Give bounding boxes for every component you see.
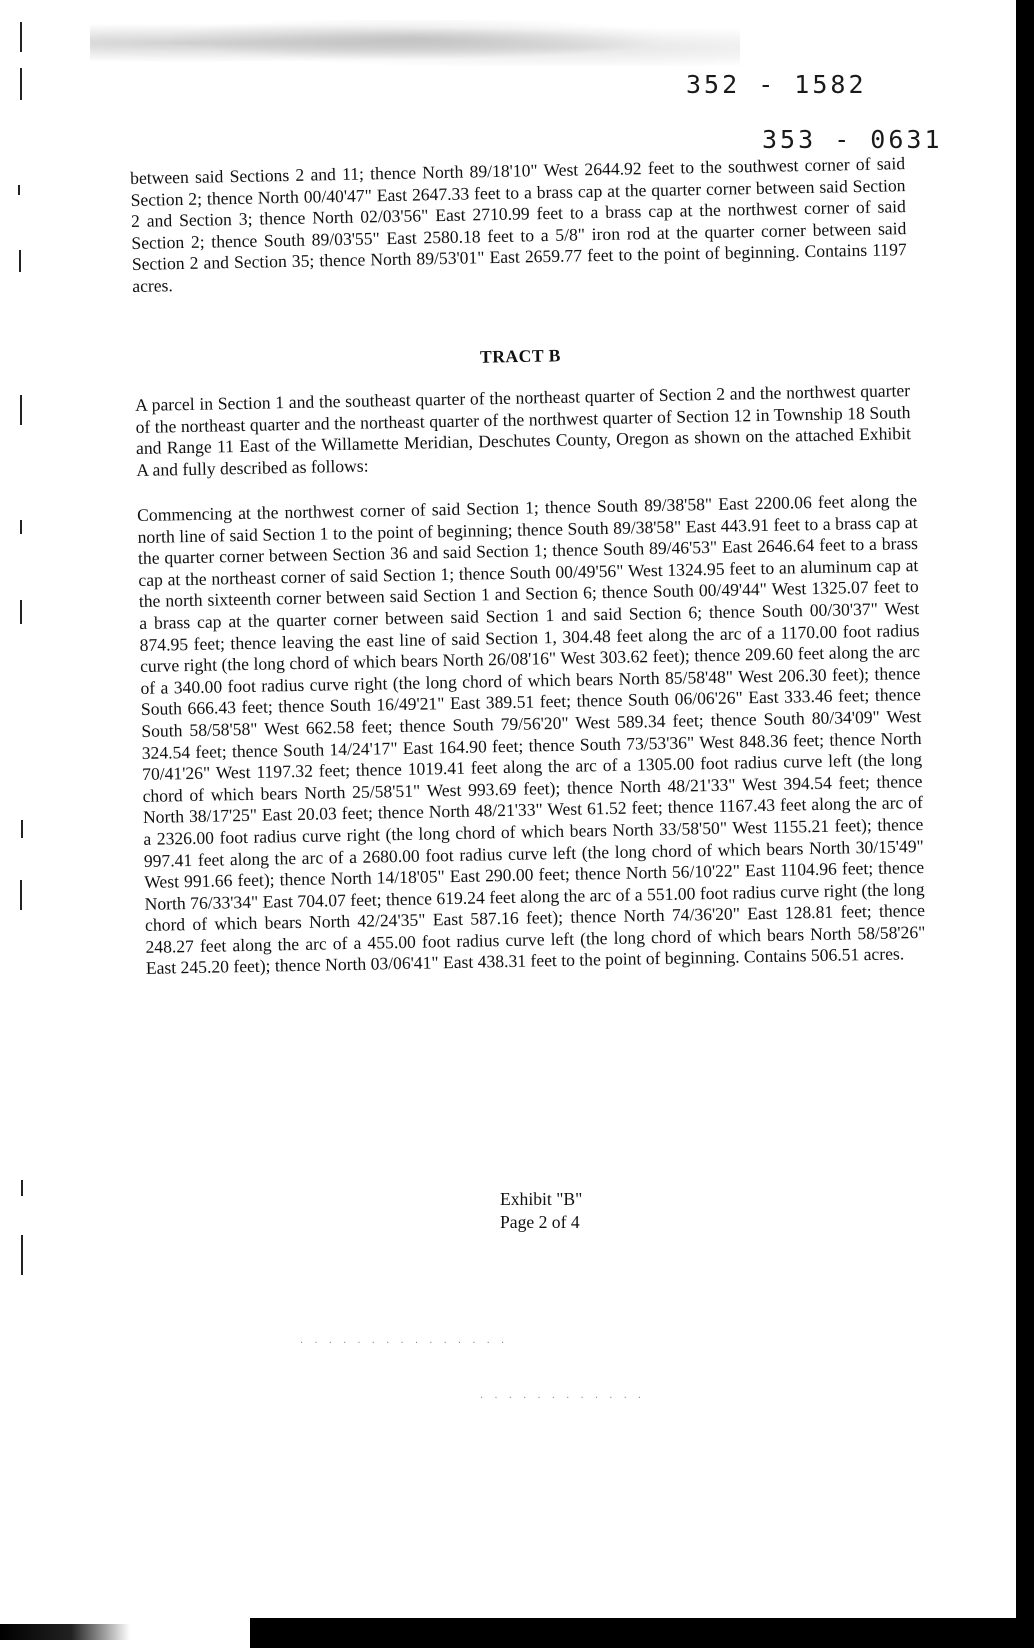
recording-stamp-second: 353 - 0631 <box>762 125 943 154</box>
scan-edge-bottom <box>250 1618 1034 1648</box>
scan-noise-dots: . . . . . . . . . . . . . . . <box>300 1335 509 1346</box>
page-number: Page 2 of 4 <box>500 1212 580 1232</box>
recording-stamp-top: 352 - 1582 <box>686 70 867 99</box>
scan-edge-right <box>1016 0 1034 1648</box>
exhibit-label: Exhibit "B" <box>500 1189 583 1209</box>
continuation-paragraph: between said Sections 2 and 11; thence North 89/18'10" West 2644.92 feet to the southwest corner of said Section 2; thence North 00/40'47" East 2647.33 feet to a brass cap at the quarter corner between said Section 2 and Section 3; thence North 02/03'56" East 2710.99 feet to a brass cap at the northwest corner of said Section 2; thence South 89/03'55" East 2580.18 feet to a 5/8" iron rod at the quarter corner between said Section 2 and Section 35; thence North 89/53'01" East 2659.77 feet to the point of beginning. Contains 1197 acres. <box>130 153 907 296</box>
tract-b-description-paragraph: Commencing at the northwest corner of said Section 1; thence South 89/38'58" East 2200.06 feet along the north line of said Section 1 to the point of beginning; thence South 89/38'58" East 443.91 feet to a brass cap at the quarter corner between Section 36 and said Section 1; thence South 89/46'53" East 2646.64 feet to a brass cap at the northeast corner of said Section 1; thence South 00/49'56" West 1324.95 feet to an aluminum cap at the north sixteenth corner between said Section 1 and Section 6; thence South 00/49'44" West 1325.07 feet to a brass cap at the quarter corner between said Section 1 and said Section 6; thence South 00/30'37" West 874.95 feet; thence leaving the east line of said Section 1, 304.48 feet along the arc of a 1170.00 foot radius curve right (the long chord of which bears North 26/08'16" West 303.62 feet); thence 209.60 feet along the arc of a 340.00 foot radius curve right (the long chord of which bears North 85/58'48" West 206.30 feet); thence South 666.43 feet; thence South 16/49'21" East 389.51 feet; thence South 06/06'26" East 333.46 feet; thence South 58/58'58" West 662.58 feet; thence South 79/56'20" West 589.34 feet; thence South 80/34'09" West 324.54 feet; thence South 14/24'17" East 164.90 feet; thence South 73/53'36" West 848.36 feet; thence North 70/41'26" West 1197.32 feet; thence 1019.41 feet along the arc of a 1305.00 foot radius curve left (the long chord of which bears North 25/58'51" West 993.69 feet); thence North 48/21'33" West 394.54 feet; thence North 38/17'25" East 20.03 feet; thence North 48/21'33" West 61.52 feet; thence 1167.43 feet along the arc of a 2326.00 foot radius curve right (the long chord of which bears North 33/58'50" West 1155.21 feet); thence 997.41 feet along the arc of a 2680.00 foot radius curve left (the long chord of which bears North 30/15'49" West 991.66 feet); thence North 14/18'05" East 290.00 feet; thence North 56/10'22" East 1104.96 feet; thence North 76/33'34" East 704.07 feet; thence 619.24 feet along the arc of a 551.00 foot radius curve right (the long chord of which bears North 42/24'35" East 587.16 feet); thence North 74/36'20" East 128.81 feet; thence 248.27 feet along the arc of a 455.00 foot radius curve left (the long chord of which bears North 58/58'26" East 245.20 feet); thence North 03/06'41" East 438.31 feet to the point of beginning. Contains 506.51 acres. <box>137 490 926 979</box>
scan-marks-left <box>14 0 54 1648</box>
scan-noise-dots: . . . . . . . . . . . . <box>480 1390 646 1401</box>
scan-noise-top <box>90 20 740 66</box>
tract-b-heading: TRACT B <box>479 345 562 367</box>
tract-b-intro-paragraph: A parcel in Section 1 and the southeast quarter of the northeast quarter of Section 2 and the northwest quarter of the northeast quarter and the northeast quarter of the northwest quarter of Section 12 in Township 18 South and Range 11 East of the Willamette Meridian, Deschutes County, Oregon as shown on the attached Exhibit A and fully described as follows: <box>135 380 912 480</box>
